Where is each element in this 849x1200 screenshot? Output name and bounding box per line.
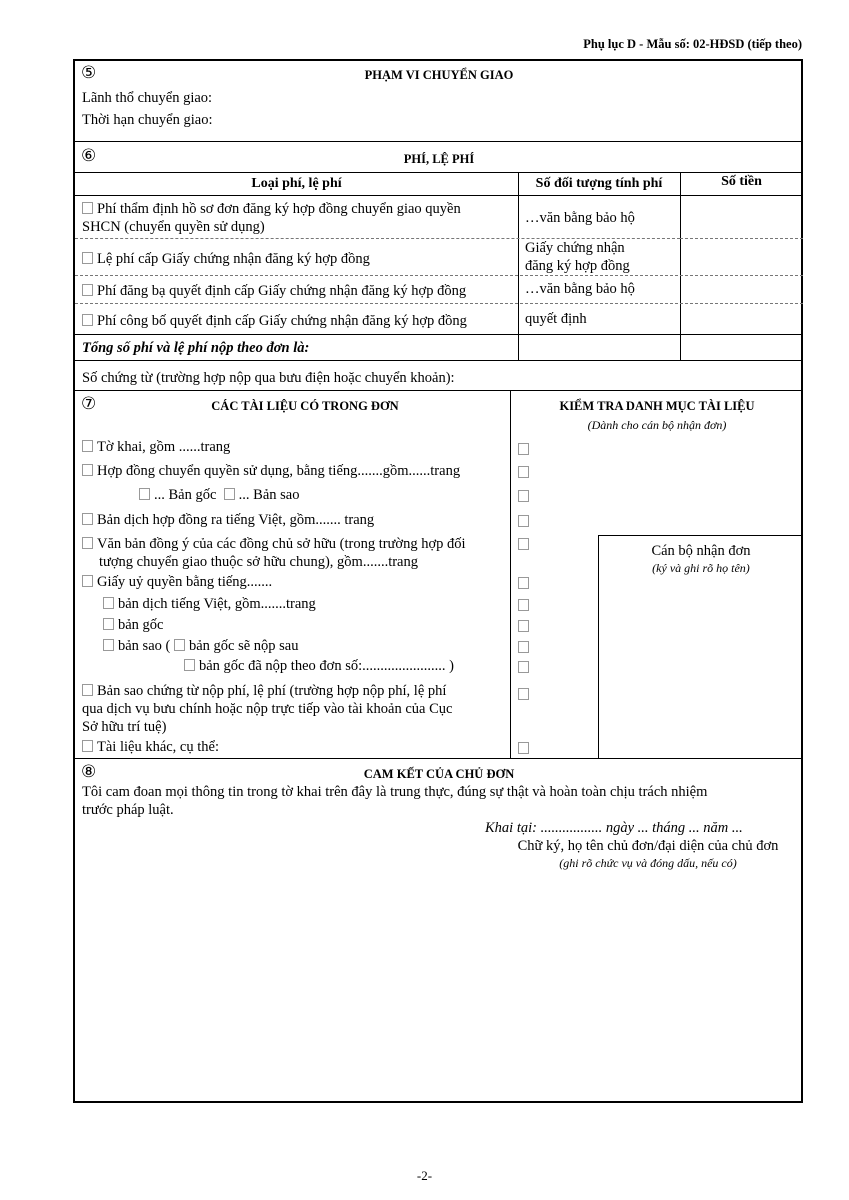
section-7-title: CÁC TÀI LIỆU CÓ TRONG ĐƠN (211, 399, 399, 413)
check-box[interactable] (518, 490, 529, 502)
section-7-divider (510, 390, 511, 758)
checkbox[interactable] (184, 659, 195, 671)
checklist-subtitle: (Dành cho cán bộ nhận đơn) (587, 418, 727, 432)
check-box[interactable] (518, 515, 529, 527)
section-8-number: ⑧ (81, 762, 97, 781)
section-8-title: CAM KẾT CỦA CHỦ ĐƠN (363, 767, 515, 781)
signature-sublabel: (ghi rõ chức vụ và đóng dấu, nếu có) (559, 856, 737, 870)
check-box[interactable] (518, 443, 529, 455)
check-box[interactable] (518, 688, 529, 700)
check-box[interactable] (518, 577, 529, 589)
check-box[interactable] (518, 599, 529, 611)
form-code-header: Phụ lục D - Mẫu số: 02-HĐSD (tiếp theo) (583, 37, 802, 51)
fee-count-header: Số đối tượng tính phí (535, 176, 663, 191)
checkbox[interactable] (82, 464, 93, 476)
row-divider (75, 303, 803, 304)
commitment-text: Tôi cam đoan mọi thông tin trong tờ khai trên đây là trung thực, đúng sự thật và hoàn toàn chịu trách nhiệm (82, 784, 708, 800)
checkbox[interactable] (82, 314, 93, 326)
check-box[interactable] (518, 641, 529, 653)
fee-type-header: Loại phí, lệ phí (251, 176, 342, 191)
checkbox[interactable] (103, 639, 114, 651)
checkbox[interactable] (82, 252, 93, 264)
check-box[interactable] (518, 661, 529, 673)
officer-signature-box (598, 535, 803, 758)
page-number: -2- (416, 1168, 433, 1183)
section-6-number: ⑥ (81, 146, 97, 165)
checkbox[interactable] (174, 639, 185, 651)
fee-col-divider-1 (518, 172, 519, 360)
fee-row-label: Phí đăng bạ quyết định cấp Giấy chứng nhận đăng ký hợp đồng (82, 283, 466, 300)
list-item: Bản dịch hợp đồng ra tiếng Việt, gồm....... trang (82, 512, 374, 529)
row-divider (75, 334, 801, 335)
section-5-number: ⑤ (81, 63, 97, 82)
row-divider (75, 275, 803, 276)
table-top-line (75, 172, 801, 173)
checkbox[interactable] (103, 597, 114, 609)
list-item: ... Bản gốc ... Bản sao (139, 487, 299, 504)
list-item: bản dịch tiếng Việt, gồm.......trang (103, 596, 316, 613)
territory-label: Lãnh thổ chuyển giao: (82, 90, 213, 106)
fee-row-count-cont: đăng ký hợp đồng (525, 258, 630, 274)
place-date-line: Khai tại: ................. ngày ... tháng ... năm ... (485, 820, 743, 836)
fee-row-label: Phí thẩm định hồ sơ đơn đăng ký hợp đồng chuyển giao quyền (82, 201, 461, 218)
checkbox[interactable] (82, 440, 93, 452)
row-divider (75, 238, 680, 239)
checkbox[interactable] (82, 513, 93, 525)
check-box[interactable] (518, 620, 529, 632)
list-item: Tờ khai, gồm ......trang (82, 439, 230, 456)
list-item-cont: qua dịch vụ bưu chính hoặc nộp trực tiếp vào tài khoản của Cục (82, 701, 453, 717)
list-item: Bản sao chứng từ nộp phí, lệ phí (trường hợp nộp phí, lệ phí (82, 683, 502, 700)
fee-row-count: …văn bằng bảo hộ (525, 210, 635, 226)
commitment-text-cont: trước pháp luật. (82, 802, 174, 818)
section-divider (75, 141, 801, 142)
checkbox[interactable] (82, 202, 93, 214)
list-item: bản sao ( bản gốc sẽ nộp sau (103, 638, 299, 655)
total-fee-label: Tổng số phí và lệ phí nộp theo đơn là: (82, 340, 310, 356)
check-box[interactable] (518, 538, 529, 550)
checkbox[interactable] (139, 488, 150, 500)
checkbox[interactable] (82, 284, 93, 296)
checkbox[interactable] (82, 537, 93, 549)
section-5-title: PHẠM VI CHUYỂN GIAO (364, 68, 514, 82)
checkbox[interactable] (82, 740, 93, 752)
fee-amount-header: Số tiền (721, 174, 762, 189)
officer-sublabel: (ký và ghi rõ họ tên) (652, 561, 750, 575)
section-6-title: PHÍ, LỆ PHÍ (403, 152, 475, 166)
fee-col-divider-2 (680, 172, 681, 360)
list-item-cont: Sở hữu trí tuệ) (82, 719, 167, 735)
receipt-number-label: Số chứng từ (trường hợp nộp qua bưu điện hoặc chuyển khoản): (82, 370, 455, 386)
fee-row-count: …văn bằng bảo hộ (525, 281, 635, 297)
row-divider (680, 238, 803, 239)
fee-row-label: Phí công bố quyết định cấp Giấy chứng nhận đăng ký hợp đồng (82, 313, 467, 330)
list-item: Giấy uỷ quyền bằng tiếng....... (82, 574, 272, 591)
list-item: bản gốc (103, 617, 164, 634)
list-item: bản gốc đã nộp theo đơn số:....................... ) (184, 658, 454, 675)
section-divider (75, 390, 801, 391)
form-frame (73, 59, 803, 1103)
checkbox[interactable] (103, 618, 114, 630)
fee-row-count: quyết định (525, 311, 587, 327)
checkbox[interactable] (224, 488, 235, 500)
fee-row-label-cont: SHCN (chuyển quyền sử dụng) (82, 219, 265, 235)
section-divider (75, 758, 801, 759)
signature-label: Chữ ký, họ tên chủ đơn/đại diện của chủ đơn (517, 838, 779, 854)
header-row-line (75, 195, 801, 196)
list-item: Hợp đồng chuyển quyền sử dụng, bằng tiếng.......gồm......trang (82, 463, 460, 480)
fee-row-label: Lệ phí cấp Giấy chứng nhận đăng ký hợp đồng (82, 251, 370, 268)
checkbox[interactable] (82, 575, 93, 587)
row-divider (75, 360, 801, 361)
fee-row-count: Giấy chứng nhận (525, 240, 625, 256)
list-item: Tài liệu khác, cụ thể: (82, 739, 219, 756)
check-box[interactable] (518, 742, 529, 754)
checkbox[interactable] (82, 684, 93, 696)
duration-label: Thời hạn chuyển giao: (82, 112, 213, 128)
list-item-cont: tượng chuyển giao thuộc sở hữu chung), gồm.......trang (99, 554, 418, 570)
officer-label: Cán bộ nhận đơn (651, 543, 751, 559)
checklist-title: KIỂM TRA DANH MỤC TÀI LIỆU (559, 399, 755, 413)
list-item: Văn bản đồng ý của các đồng chủ sở hữu (trong trường hợp đối (82, 536, 466, 553)
check-box[interactable] (518, 466, 529, 478)
section-7-number: ⑦ (81, 394, 97, 413)
